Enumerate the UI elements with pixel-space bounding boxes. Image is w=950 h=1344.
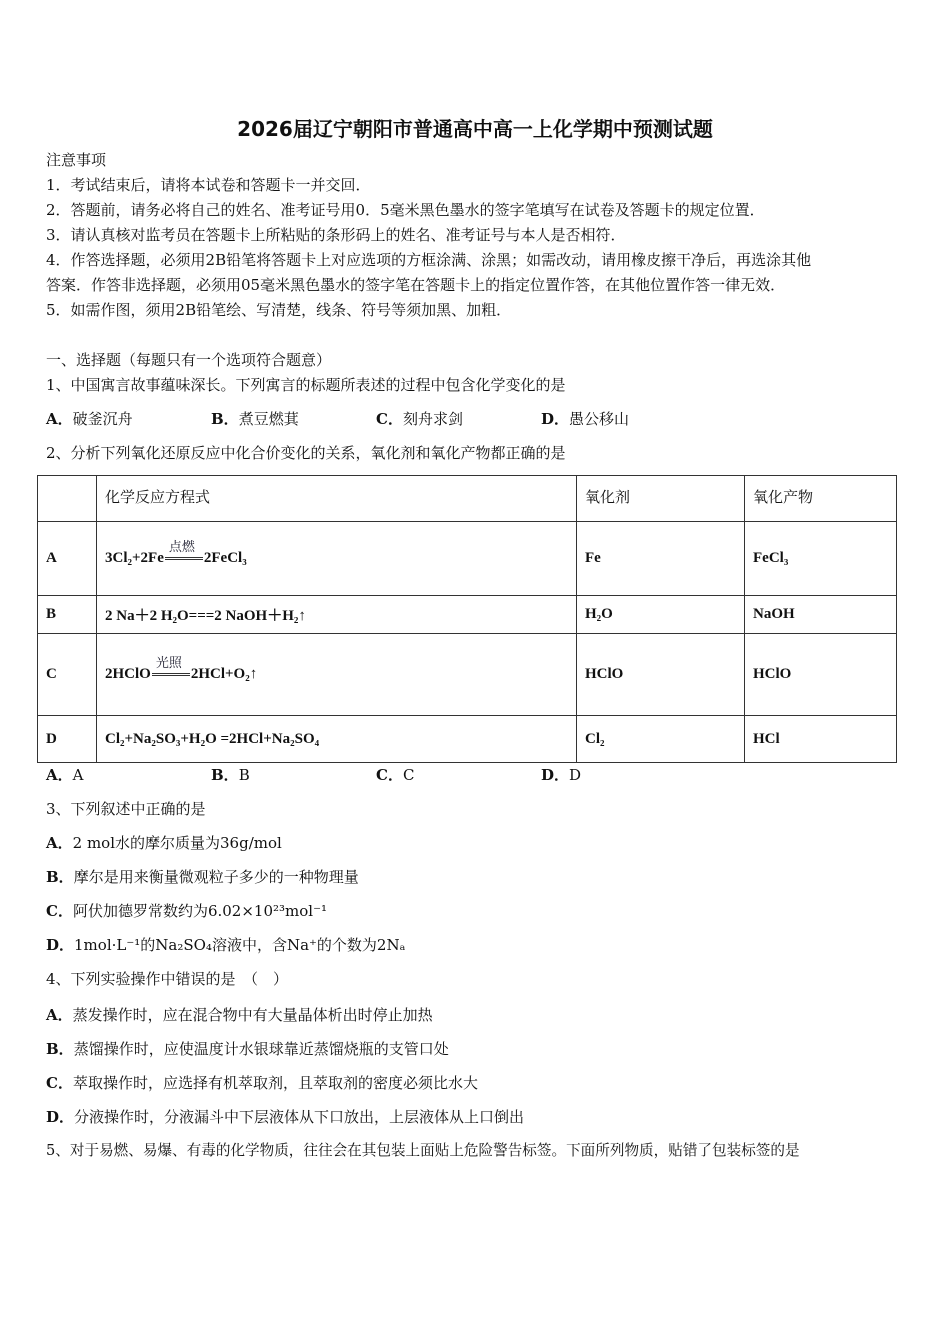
q2-options: [46, 765, 706, 785]
row-label: B: [38, 596, 97, 634]
option-text: 阿伏加德罗常数约为6.02×10²³mol⁻¹: [72, 902, 328, 920]
q2-stem: 2、分析下列氧化还原反应中化合价变化的关系，氧化剂和氧化产物都正确的是: [46, 444, 566, 462]
option-text: 2 mol水的摩尔质量为36g/mol: [72, 834, 282, 852]
option-text: A: [72, 766, 84, 784]
equation: Cl₂+Na₂SO₃+H₂O =2HCl+Na₂SO₄: [97, 716, 577, 763]
header-cell: 氧化剂: [577, 476, 745, 522]
note-item: 答案．作答非选择题，必须用05毫米黑色墨水的签字笔在答题卡上的指定位置作答，在其他位置作答一律无效．: [46, 276, 786, 294]
option-letter: D．: [541, 766, 570, 784]
equation-right: 2FeCl₃: [203, 550, 247, 566]
equation: 2 Na＋2 H₂O===2 NaOH＋H₂↑: [97, 596, 577, 634]
table-header-row: [38, 476, 897, 522]
option-text: 煮豆燃萁: [238, 410, 299, 428]
option-letter: C．: [376, 410, 403, 428]
oxidant: H₂O: [577, 596, 745, 634]
option-letter: C．: [376, 766, 403, 784]
oxidant: Fe: [577, 522, 745, 596]
note-item: 1．考试结束后，请将本试卷和答题卡一并交回．: [46, 176, 371, 194]
table-row: [38, 634, 897, 716]
option-text: D: [569, 766, 582, 784]
option-letter: A．: [46, 410, 73, 428]
q4-option: [46, 1005, 433, 1025]
option-letter: B．: [46, 868, 74, 886]
equation-left: 3Cl₂+2Fe: [105, 550, 164, 566]
equation-left: 2HClO: [105, 666, 151, 682]
option-letter: C．: [46, 1074, 73, 1092]
row-label: A: [38, 522, 97, 596]
notes-heading: 注意事项: [46, 151, 107, 169]
condition-text: 光照: [155, 656, 182, 672]
option-letter: D．: [46, 936, 75, 954]
option-text: 破釜沉舟: [72, 410, 133, 428]
q4-option: [46, 1073, 478, 1093]
option-text: 分液操作时，分液漏斗中下层液体从下口放出，上层液体从上口倒出: [74, 1108, 525, 1126]
option-letter: A．: [46, 834, 73, 852]
note-item: 3．请认真核对监考员在答题卡上所粘贴的条形码上的姓名、准考证号与本人是否相符．: [46, 226, 626, 244]
table-row: [38, 716, 897, 763]
header-cell: 氧化产物: [745, 476, 897, 522]
equation-right: 2HCl+O₂↑: [190, 666, 258, 682]
option-text: 1mol·L⁻¹的Na₂SO₄溶液中，含Na⁺的个数为2Nₐ: [74, 936, 406, 954]
q3-stem: 3、下列叙述中正确的是: [46, 800, 206, 818]
option-text: 刻舟求剑: [402, 410, 463, 428]
q3-option: [46, 935, 405, 955]
reaction-table: [37, 475, 897, 763]
option-letter: B．: [211, 766, 239, 784]
q4-stem: 4、下列实验操作中错误的是 （ ）: [46, 970, 289, 988]
option-text: 摩尔是用来衡量微观粒子多少的一种物理量: [73, 868, 359, 886]
oxidation-product: HClO: [745, 634, 897, 716]
reaction-condition: [152, 656, 190, 676]
option-letter: B．: [46, 1040, 74, 1058]
q4-option: [46, 1107, 524, 1127]
note-item: 5．如需作图，须用2B铅笔绘、写清楚，线条、符号等须加黑、加粗．: [46, 301, 512, 319]
row-label: C: [38, 634, 97, 716]
oxidant: HClO: [577, 634, 745, 716]
equation: [97, 634, 577, 716]
oxidation-product: HCl: [745, 716, 897, 763]
option-text: C: [402, 766, 415, 784]
section-heading: 一、选择题（每题只有一个选项符合题意）: [46, 351, 332, 369]
option-letter: D．: [541, 410, 570, 428]
option-text: 萃取操作时，应选择有机萃取剂，且萃取剂的密度必须比水大: [72, 1074, 478, 1092]
option-letter: D．: [46, 1108, 75, 1126]
q1-stem: 1、中国寓言故事蕴味深长。下列寓言的标题所表述的过程中包含化学变化的是: [46, 376, 566, 394]
option-letter: C．: [46, 902, 73, 920]
q3-option: [46, 867, 359, 887]
option-text: 愚公移山: [569, 410, 630, 428]
page-title: 2026届辽宁朝阳市普通高中高一上化学期中预测试题: [237, 117, 713, 141]
equation: [97, 522, 577, 596]
oxidation-product: NaOH: [745, 596, 897, 634]
condition-text: 点燃: [168, 540, 195, 556]
q4-option: [46, 1039, 449, 1059]
q3-option: [46, 901, 327, 921]
header-cell: 化学反应方程式: [97, 476, 577, 522]
reaction-condition: [165, 540, 203, 560]
table-row: [38, 596, 897, 634]
option-text: 蒸发操作时，应在混合物中有大量晶体析出时停止加热: [72, 1006, 433, 1024]
table-row: [38, 522, 897, 596]
q1-options: [46, 409, 706, 429]
q3-option: [46, 833, 282, 853]
option-letter: A．: [46, 1006, 73, 1024]
option-letter: A．: [46, 766, 73, 784]
q5-stem: 5、对于易燃、易爆、有毒的化学物质，往往会在其包装上面贴上危险警告标签。下面所列物质，贴错了包装标签的是: [46, 1142, 800, 1159]
oxidant: Cl₂: [577, 716, 745, 763]
row-label: D: [38, 716, 97, 763]
note-item: 2．答题前，请务必将自己的姓名、准考证号用0．5毫米黑色墨水的签字笔填写在试卷及答题卡的规定位置．: [46, 201, 765, 219]
note-item: 4．作答选择题，必须用2B铅笔将答题卡上对应选项的方框涂满、涂黑；如需改动，请用橡皮擦干净后，再选涂其他: [46, 251, 812, 269]
option-letter: B．: [211, 410, 239, 428]
option-text: B: [238, 766, 250, 784]
option-text: 蒸馏操作时，应使温度计水银球靠近蒸馏烧瓶的支管口处: [73, 1040, 449, 1058]
header-cell: [38, 476, 97, 522]
oxidation-product: FeCl₃: [745, 522, 897, 596]
